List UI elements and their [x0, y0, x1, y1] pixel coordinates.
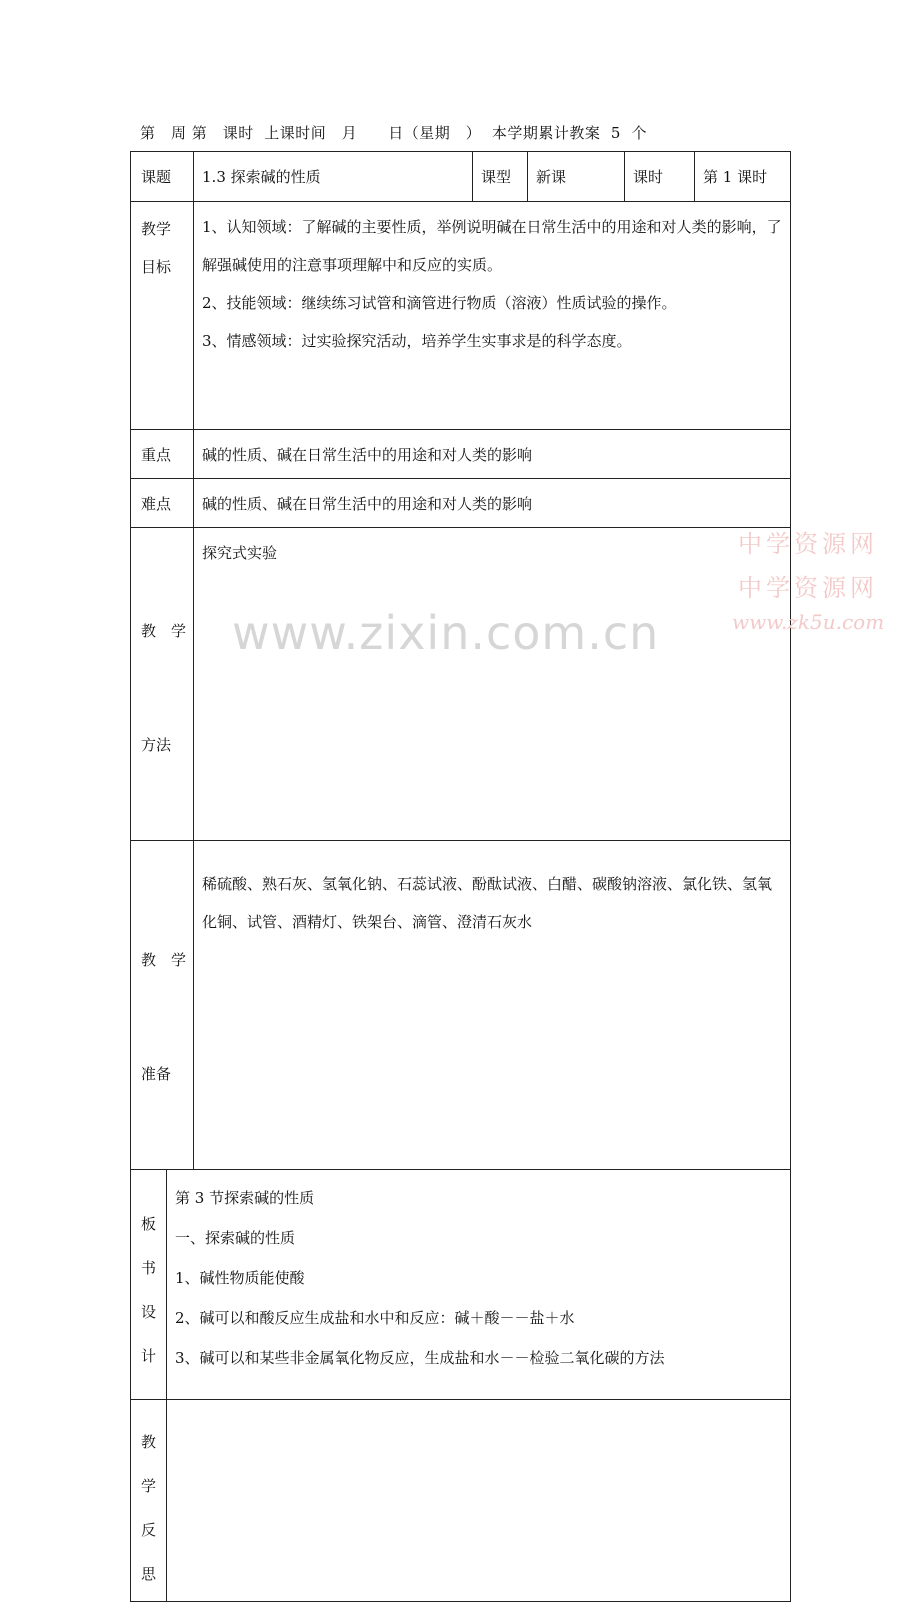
preparation-row: [131, 841, 791, 1170]
watermark-right-3: www.zk5u.com: [732, 610, 885, 634]
difficulties-label: 难点: [141, 495, 172, 513]
topic-row: [131, 152, 791, 202]
reflection-content: [167, 1400, 791, 1602]
watermark-right-2: 中学资源网: [738, 574, 878, 602]
board-line: 1、碱性物质能使酸: [175, 1269, 305, 1287]
lesson-plan-table: [130, 151, 791, 1602]
preparation-label-2: 准备: [141, 1065, 172, 1083]
key-points-row: [131, 430, 791, 479]
board-design: [167, 1170, 790, 1378]
board-line: 2、碱可以和酸反应生成盐和水中和反应：碱＋酸－－盐＋水: [175, 1309, 575, 1327]
objectives-list: [194, 208, 790, 360]
watermark-right-1: 中学资源网: [738, 530, 878, 558]
method-label-1: 教 学: [141, 622, 187, 640]
method-label-2: 方法: [141, 736, 172, 754]
hours-label: 课时: [633, 168, 664, 186]
key-points-label: 重点: [141, 446, 172, 464]
board-line: 3、碱可以和某些非金属氧化物反应，生成盐和水－－检验二氧化碳的方法: [175, 1349, 665, 1367]
key-points-value: 碱的性质、碱在日常生活中的用途和对人类的影响: [202, 446, 533, 464]
preparation-value: 稀硫酸、熟石灰、氢氧化钠、石蕊试液、酚酞试液、白醋、碳酸钠溶液、氯化铁、氢氧化铜、试管、酒精灯、铁架台、滴管、澄清石灰水: [202, 875, 773, 931]
objectives-row: [131, 202, 791, 430]
watermark-main: www.zixin.com.cn: [232, 606, 660, 660]
reflection-label: 教 学 反 思: [140, 1433, 156, 1583]
difficulties-row: [131, 479, 791, 528]
preparation-label-1: 教 学: [141, 951, 187, 969]
objective-item: 1、认知领域：了解碱的主要性质，举例说明碱在日常生活中的用途和对人类的影响，了解强碱使用的注意事项理解中和反应的实质。: [202, 218, 782, 274]
hours-value: 第 1 课时: [703, 168, 768, 186]
method-value: 探究式实验: [202, 544, 278, 562]
objective-item: 3、情感领域：过实验探究活动，培养学生实事求是的科学态度。: [202, 332, 632, 350]
board-line: 第 3 节探索碱的性质: [175, 1189, 315, 1207]
objectives-label-1: 教学: [141, 220, 172, 238]
objectives-label-2: 目标: [141, 258, 172, 276]
type-label: 课型: [481, 168, 512, 186]
board-row: [131, 1170, 791, 1400]
reflection-row: [131, 1400, 791, 1602]
objective-item: 2、技能领域：继续练习试管和滴管进行物质（溶液）性质试验的操作。: [202, 294, 677, 312]
lesson-header: 第 周 第 课时 上课时间 月 日（星期 ） 本学期累计教案 5 个: [140, 124, 647, 142]
board-label: 板 书 设 计: [140, 1215, 156, 1365]
difficulties-value: 碱的性质、碱在日常生活中的用途和对人类的影响: [202, 495, 533, 513]
topic-value: 1.3 探索碱的性质: [202, 168, 321, 186]
type-value: 新课: [536, 168, 567, 186]
method-row: [131, 528, 791, 841]
board-line: 一、探索碱的性质: [175, 1229, 296, 1247]
topic-label: 课题: [141, 168, 172, 186]
